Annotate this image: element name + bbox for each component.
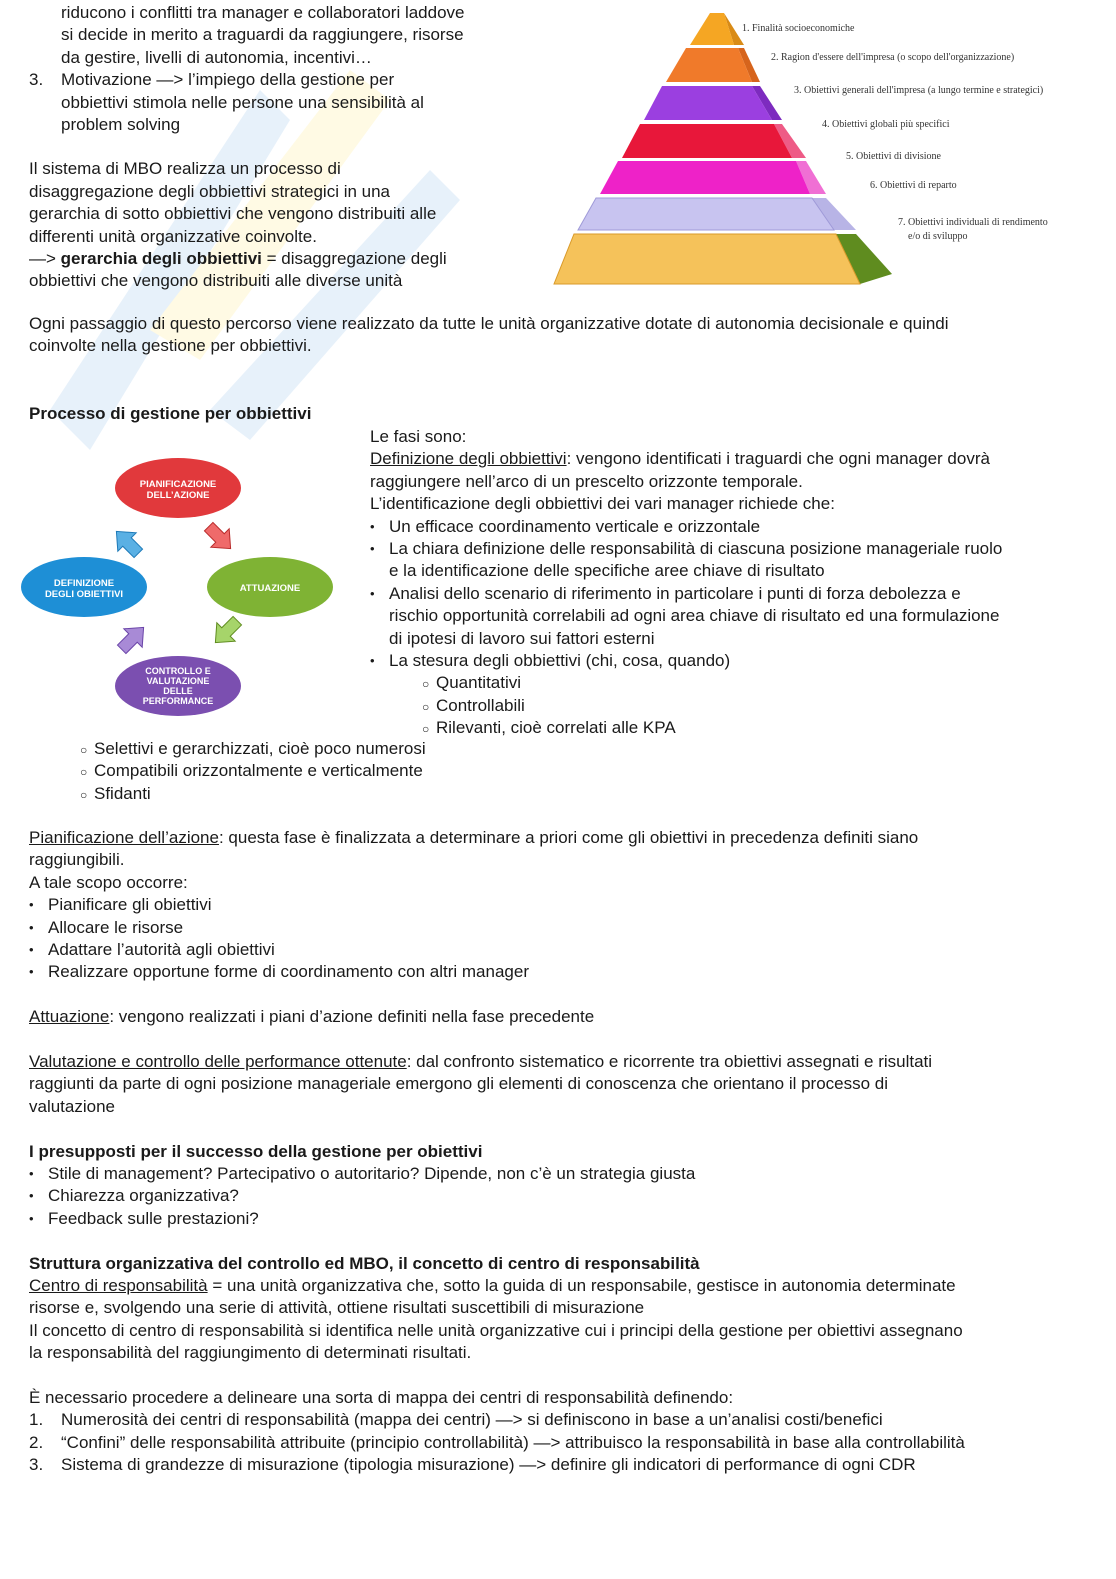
- intro-paragraph-line: disaggregazione degli obbiettivi strategici in una: [29, 181, 391, 201]
- pyramid-label-7: 7. Obiettivi individuali di rendimento: [898, 217, 1048, 228]
- definizione-label: Definizione degli obbiettivi: [370, 449, 567, 469]
- list-item: • Realizzare opportune forme di coordinamento con altri manager: [29, 962, 529, 982]
- cycle-label: DELL’AZIONE: [146, 490, 210, 501]
- pyramid-label-4: 4. Obiettivi globali più specifici: [822, 119, 950, 130]
- intro-line: problem solving: [61, 115, 181, 135]
- pyramid-level-5: [600, 161, 810, 194]
- identificazione-line: L’identificazione degli obbiettivi dei vari manager richiede che:: [370, 494, 835, 514]
- intro-line: Motivazione —> l’impiego della gestione per: [61, 70, 395, 90]
- valutazione-label: Valutazione e controllo delle performance ottenute: [29, 1052, 407, 1072]
- arrow-down-right-icon: [199, 517, 239, 557]
- cycle-label: VALUTAZIONE: [146, 676, 210, 686]
- intro-paragraph-line: differenti unità organizzative coinvolte.: [29, 226, 317, 246]
- hierarchy-definition: —> gerarchia degli obbiettivi = disaggregazione degli: [29, 249, 447, 269]
- lower-content: Pianificazione dell’azione: questa fase è finalizzata a determinare a priori come gli obiettivi in precedenza definiti siano raggiungibili. A tale scopo occorre: • Pianificare gli obiettivi • Allocare le risorse • Adattare l’autorità agli obiettivi • Realizzare opportune forme di coordinamento con altri manager Attuazione: vengono realizzati i piani d’azione definiti nella fase precedente Valutazione e controllo delle performance ottenute: dal confronto sistematico e ricorrente tra obiettivi assegnati e risultati raggiunti da parte di ogni posizione manageriale emergono gli elementi di conoscenza che orientano il processo di valutazione I presupposti per il successo della gestione per obiettivi • Stile di management? Partecipativo o autoritario? Dipende, non c’è un strategia giusta • Chiarezza organizzativa? • Feedback sulle prestazioni? Struttura organizzativa del controllo ed MBO, il concetto di centro di responsabilità Centro di responsabilità = una unità organizzativa che, sotto la guida di un responsabile, gestisce in autonomia determinate risorse e, svolgendo una serie di attività, ottiene risultati suscettibili di misurazione Il concetto di centro di responsabilità si identifica nelle unità organizzative cui i principi della gestione per obiettivi assegnano la responsabilità del raggiungimento di determinati risultati. È necessario procedere a delineare una sorta di mappa dei centri di responsabilità definendo: 1. Numerosità dei centri di responsabilità (mappa dei centri) —> si definiscono in base a un’analisi costi/benefici 2. “Confini” delle responsabilità attribuite (principio controllabilità) —> attribuisco la responsabilità in base alla controllabilità 3. Sistema di grandezze di misurazione (tipologia misurazione) —> definire gli indicatori di performance di ogni CDR: [29, 827, 1089, 1477]
- cycle-label: DEGLI OBIETTIVI: [44, 589, 124, 600]
- fasi-block: [370, 426, 1090, 740]
- attuazione-label: Attuazione: [29, 1007, 110, 1027]
- cycle-label: CONTROLLO E: [145, 666, 211, 676]
- pyramid-level-1: [690, 13, 734, 45]
- list-item: • Chiarezza organizzativa?: [29, 1186, 239, 1206]
- struttura-heading: Struttura organizzativa del controllo ed MBO, il concetto di centro di responsabilità: [29, 1253, 700, 1273]
- intro-block: [29, 2, 549, 293]
- sub-list-item: ○ Selettivi e gerarchizzati, cioè poco numerosi: [80, 739, 426, 758]
- valutazione-line: Valutazione e controllo delle performance ottenute: dal confronto sistematico e ricorrente tra obiettivi assegnati e risultati: [29, 1052, 933, 1072]
- presupposti-heading: I presupposti per il successo della gestione per obiettivi: [29, 1141, 483, 1161]
- arrow-down-left-icon: [206, 611, 246, 651]
- ogni-paragraph: [29, 313, 1089, 358]
- ogni-line-2: coinvolte nella gestione per obbiettivi.: [29, 336, 312, 356]
- list-number: 3.: [29, 70, 44, 90]
- numbered-item: 3. Sistema di grandezze di misurazione (tipologia misurazione) —> definire gli indicatori di performance di ogni CDR: [29, 1455, 916, 1475]
- mbo-cycle-diagram: [20, 452, 350, 720]
- intro-paragraph-line: obbiettivi che vengono distribuiti alle diverse unità: [29, 271, 403, 291]
- definizione-line: Definizione degli obbiettivi: vengono identificati i traguardi che ogni manager dovrà: [370, 449, 990, 469]
- pianificazione-label: Pianificazione dell’azione: [29, 828, 219, 847]
- list-item: • Feedback sulle prestazioni?: [29, 1208, 259, 1228]
- hierarchy-term: gerarchia degli obbiettivi: [60, 249, 262, 269]
- list-item: • La stesura degli obbiettivi (chi, cosa, quando): [370, 651, 731, 671]
- pianificazione-line: Pianificazione dell’azione: questa fase è finalizzata a determinare a priori come gli obiettivi in precedenza definiti siano: [29, 828, 919, 847]
- attuazione-line: Attuazione: vengono realizzati i piani d’azione definiti nella fase precedente: [29, 1007, 595, 1027]
- pyramid-level-3: [644, 86, 772, 120]
- ogni-line-1: Ogni passaggio di questo percorso viene realizzato da tutte le unità organizzative dotate di autonomia decisionale e quindi: [29, 314, 949, 333]
- cdr-line: Centro di responsabilità = una unità organizzativa che, sotto la guida di un responsabile, gestisce in autonomia determinate: [29, 1276, 956, 1296]
- processo-heading: Processo di gestione per obbiettivi: [29, 404, 312, 423]
- pyramid-label-6: 6. Obiettivi di reparto: [870, 180, 957, 191]
- numbered-item: 2. “Confini” delle responsabilità attribuite (principio controllabilità) —> attribuisco la responsabilità in base alla controllabilità: [29, 1432, 965, 1452]
- pyramid-level-6: [578, 198, 834, 230]
- cycle-label: ATTUAZIONE: [239, 583, 301, 594]
- list-item: • Stile di management? Partecipativo o autoritario? Dipende, non c’è un strategia giusta: [29, 1164, 696, 1184]
- fasi-intro: Le fasi sono:: [370, 427, 467, 446]
- list-item: • Allocare le risorse: [29, 917, 184, 937]
- intro-line: obbiettivi stimola nelle persone una sensibilità al: [61, 92, 424, 112]
- cdr-label: Centro di responsabilità: [29, 1276, 208, 1296]
- intro-line: si decide in merito a traguardi da raggiungere, risorse: [61, 25, 464, 45]
- cycle-label: DEFINIZIONE: [53, 578, 115, 589]
- list-item: • Analisi dello scenario di riferimento in particolare i punti di forza debolezza e rischio opportunità correlabili ad ogni area chiave di risultato ed una formulazione di ipotesi di lavoro sui fattori esterni: [370, 583, 1000, 648]
- cycle-label: DELLE: [163, 686, 193, 696]
- intro-paragraph-line: Il sistema di MBO realizza un processo di: [29, 159, 341, 179]
- sub-list-item: ○ Rilevanti, cioè correlati alle KPA: [422, 718, 676, 738]
- sub-list-item: ○ Sfidanti: [80, 783, 151, 803]
- pyramid-label-2: 2. Ragion d'essere dell'impresa (o scopo dell'organizzazione): [771, 52, 1015, 63]
- list-item: • Pianificare gli obiettivi: [29, 895, 212, 915]
- intro-line: riducono i conflitti tra manager e collaboratori laddove: [61, 3, 465, 22]
- pyramid-level-2: [666, 48, 752, 82]
- cycle-label: PERFORMANCE: [142, 696, 214, 706]
- intro-paragraph-line: gerarchia di sotto obbiettivi che vengono distribuiti alle: [29, 204, 437, 224]
- arrow-up-left-icon: [112, 618, 152, 658]
- sub-list-item: ○ Compatibili orizzontalmente e verticalmente: [80, 761, 423, 781]
- pyramid-label-7b: e/o di sviluppo: [908, 231, 968, 242]
- numbered-item: 1. Numerosità dei centri di responsabilità (mappa dei centri) —> si definiscono in base a un’analisi costi/benefici: [29, 1410, 883, 1430]
- pyramid-label-5: 5. Obiettivi di divisione: [846, 151, 941, 162]
- pyramid-level-4: [622, 124, 792, 158]
- cycle-label: PIANIFICAZIONE: [139, 479, 217, 490]
- sub-list-item: ○ Quantitativi: [422, 673, 522, 693]
- pyramid-label-3: 3. Obiettivi generali dell'impresa (a lungo termine e strategici): [794, 85, 1044, 96]
- arrow-up-right-icon: [107, 522, 147, 562]
- sub-list-item: ○ Controllabili: [422, 695, 525, 715]
- list-item: • La chiara definizione delle responsabilità di ciascuna posizione manageriale ruolo e la identificazione delle specifiche aree chiave di risultato: [370, 539, 1003, 581]
- pyramid-level-7: [554, 234, 860, 284]
- list-item: • Adattare l’autorità agli obiettivi: [29, 940, 275, 960]
- pyramid-label-1: 1. Finalità socioeconomiche: [742, 23, 855, 34]
- objectives-pyramid: [552, 8, 1082, 293]
- list-item: • Un efficace coordinamento verticale e orizzontale: [370, 516, 761, 536]
- sub-list-continued: [80, 738, 580, 805]
- intro-line: da gestire, livelli di autonomia, incentivi…: [61, 47, 372, 67]
- definizione-line-2: raggiungere nell’arco di un prescelto orizzonte temporale.: [370, 471, 803, 491]
